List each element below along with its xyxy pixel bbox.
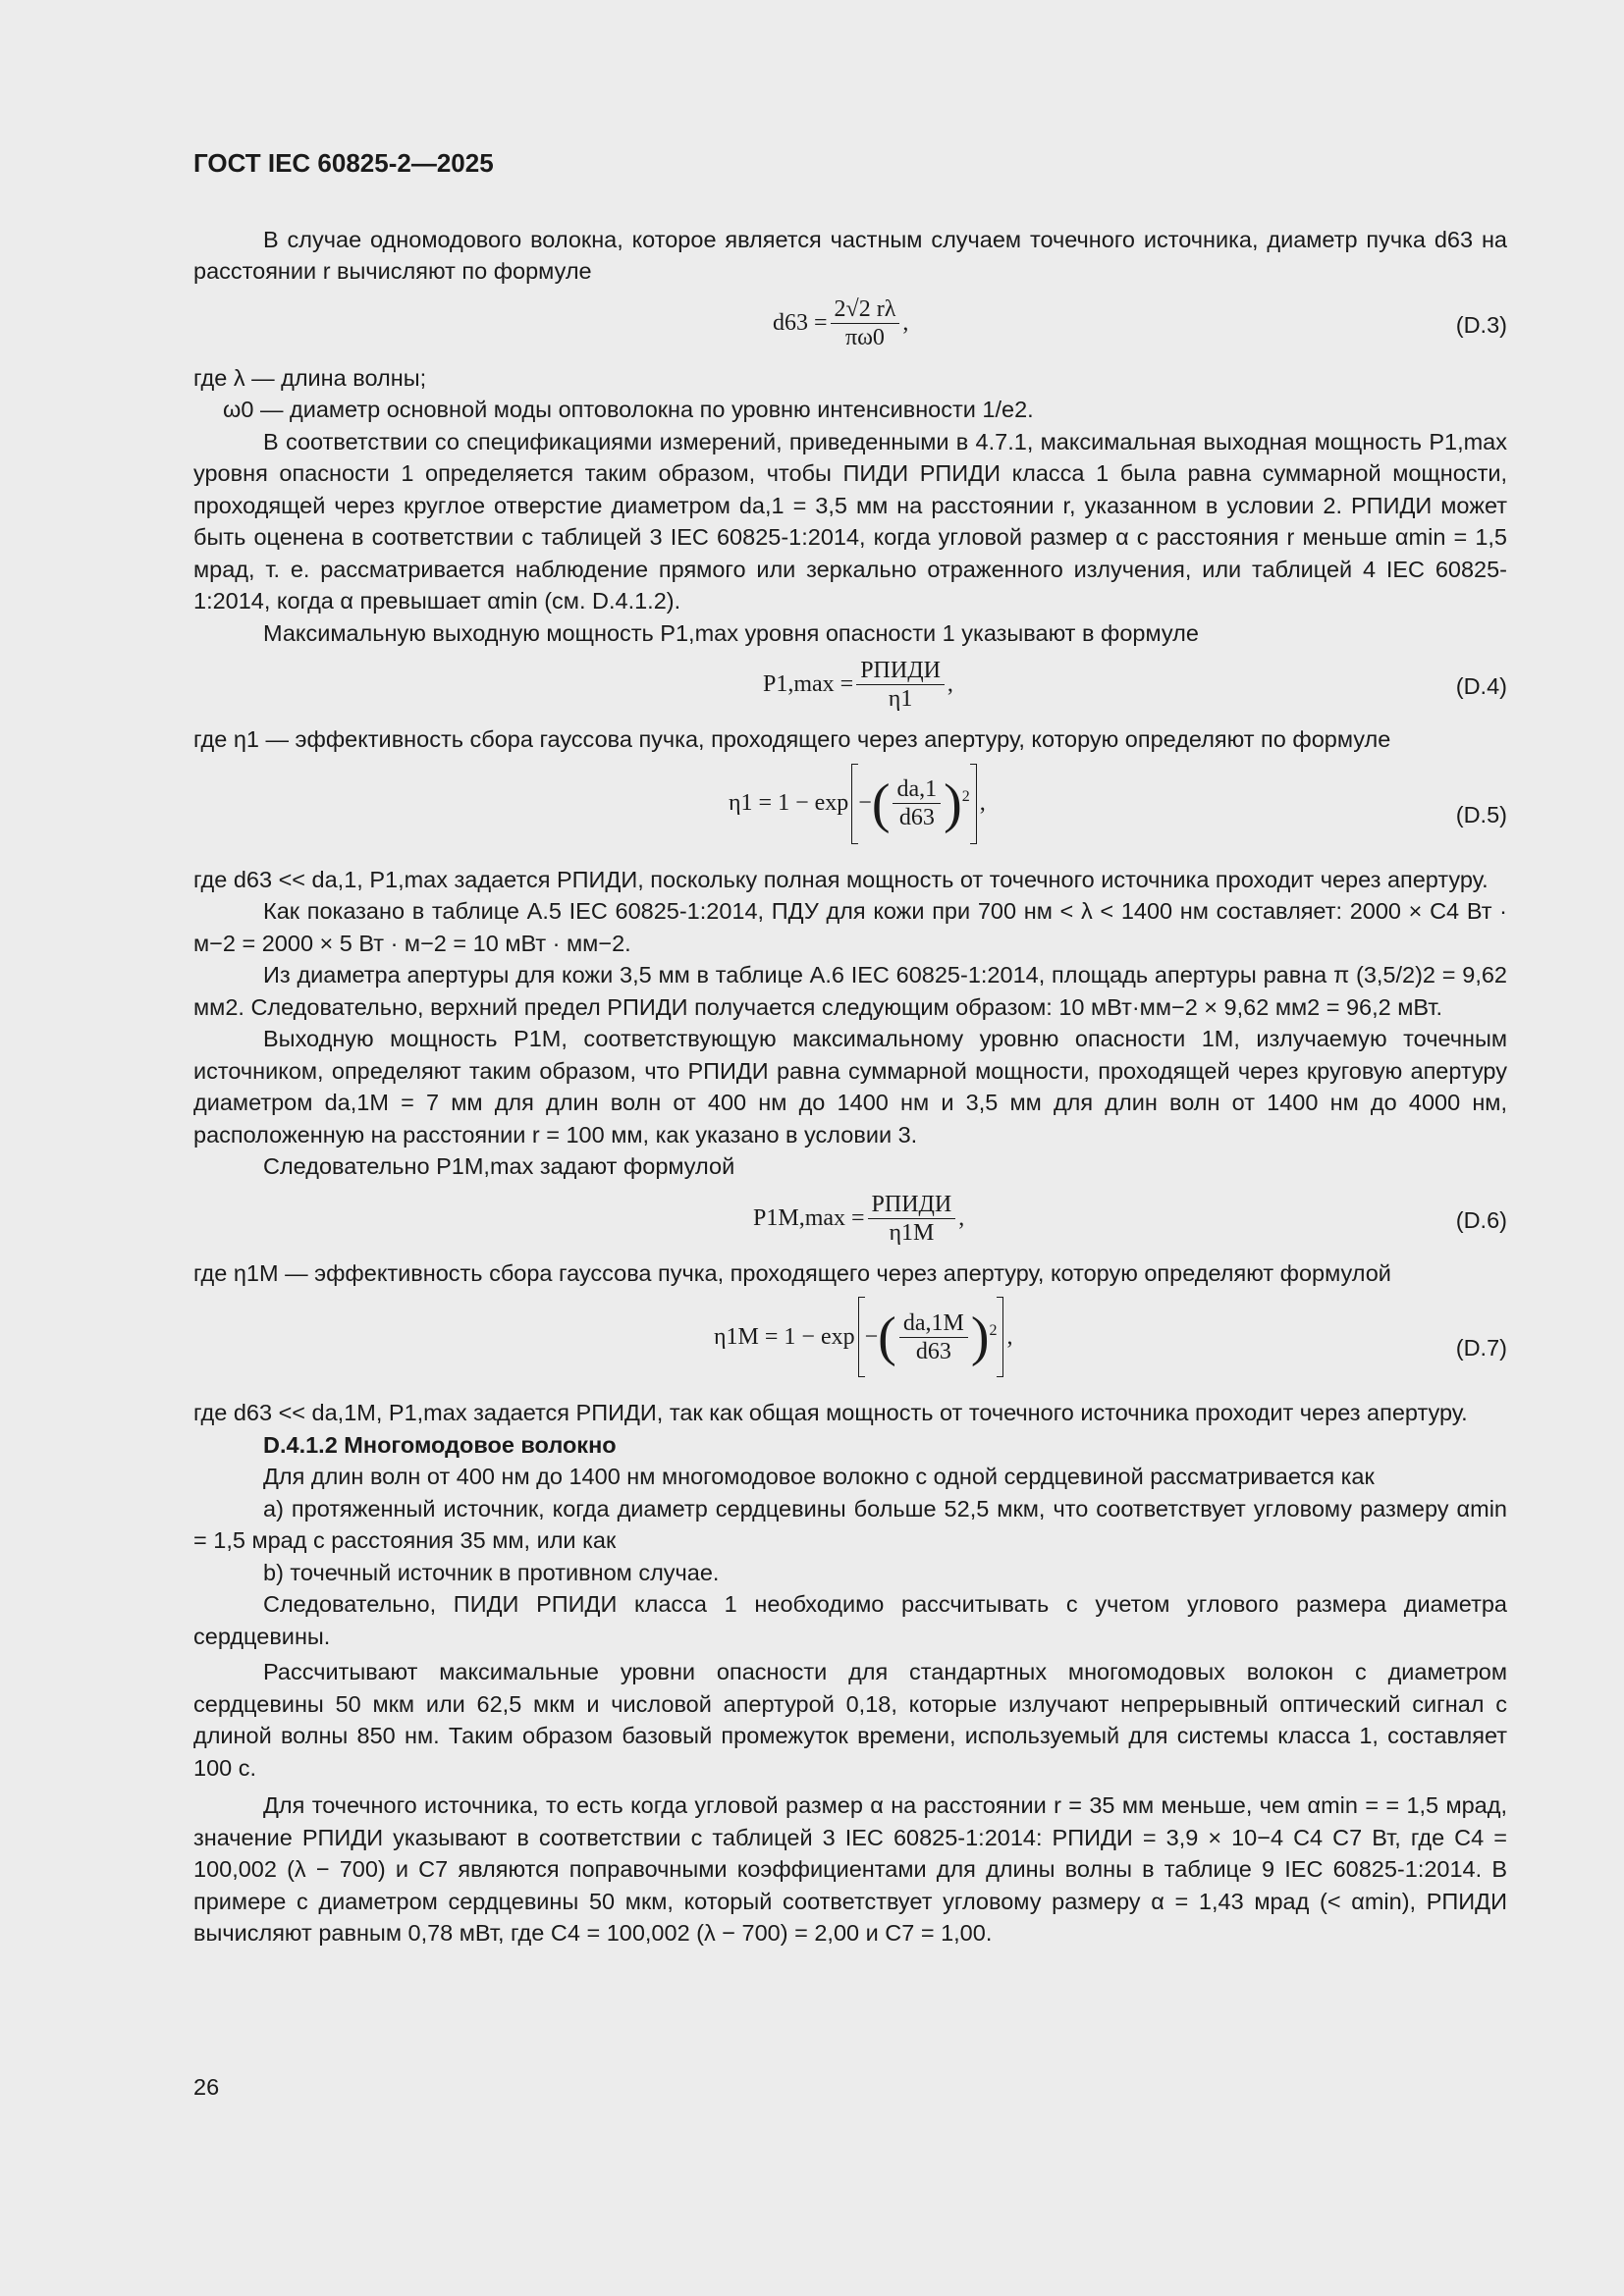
eq6-denominator: η1M <box>889 1219 935 1246</box>
equation-d5 <box>193 764 1507 852</box>
paragraph-d63-less-1m: где d63 << da,1M, P1,max задается PПИДИ, так как общая мощность от точечного источника проходит через апертуру. <box>193 1400 1468 1425</box>
where-lambda: где λ — длина волны; <box>193 364 427 391</box>
eq3-numerator: 2√2 rλ <box>831 295 900 324</box>
paragraph-spec: В соответствии со спецификациями измерений, приведенными в 4.7.1, максимальная выходная мощность P1,max уровня опасности 1 определяется таким образом, чтобы ПИДИ PПИДИ класса 1 была равна суммарной мощности, проходящей через круглое отверстие диаметром da,1 = 3,5 мм на расстоянии r, указанном в условии 2. PПИДИ может быть оценена в соответствии с таблицей 3 IEC 60825-1:2014, когда угловой размер α с расстояния r меньше αmin = 1,5 мрад, т. е. рассматривается наблюдение прямого или зеркально отраженного излучения, или таблицей 4 IEC 60825-1:2014, когда α превышает αmin (см. D.4.1.2). <box>193 428 1507 614</box>
equation-d6 <box>193 1191 1507 1252</box>
eq3-lhs: d63 = <box>773 309 828 336</box>
paragraph-aperture: Из диаметра апертуры для кожи 3,5 мм в таблице А.6 IEC 60825-1:2014, площадь апертуры равна π (3,5/2)2 = 9,62 мм2. Следовательно, верхний предел PПИДИ получается следующим образом: 10 мВт·мм−2 × 9,62 мм2 = 96,2 мВт. <box>193 962 1507 1020</box>
paragraph-eta1m: где η1M — эффективность сбора гауссова пучка, проходящего через апертуру, которую определяют формулой <box>193 1259 1391 1286</box>
section-heading: D.4.1.2 Многомодовое волокно <box>263 1431 617 1458</box>
equation-d3 <box>193 295 1507 356</box>
where-omega: ω0 — диаметр основной моды оптоволокна по уровню интенсивности 1/e2. <box>223 397 1034 422</box>
list-item-b: b) точечный источник в противном случае. <box>263 1559 720 1585</box>
paragraph-d63-intro: В случае одномодового волокна, которое является частным случаем точечного источника, диаметр пучка d63 на расстоянии r вычисляют по формуле <box>193 226 1507 284</box>
paragraph-p1m: Выходную мощность P1M, соответствующую максимальному уровню опасности 1M, излучаемую точечным источником, определяют таким образом, что PПИДИ равна суммарной мощности, проходящей через круговую апертуру диаметром da,1M = 7 мм для длин волн от 400 нм до 1400 нм и 3,5 мм для длин волн от 1400 нм до 4000 нм, расположенную на расстоянии r = 100 мм, как указано в условии 3. <box>193 1026 1507 1148</box>
eq7-denominator: d63 <box>915 1338 951 1364</box>
paragraph-max-power: Максимальную выходную мощность P1,max уровня опасности 1 указывают в формуле <box>263 619 1199 646</box>
paragraph-multimode: Для длин волн от 400 нм до 1400 нм многомодовое волокно с одной сердцевиной рассматривается как <box>263 1464 1375 1489</box>
eq4-tail: , <box>947 671 953 698</box>
eq7-number: (D.7) <box>1455 1335 1507 1361</box>
paragraph-d63-less: где d63 << da,1, P1,max задается PПИДИ, поскольку полная мощность от точечного источника проходит через апертуру. <box>193 866 1489 892</box>
eq7-tail: , <box>1006 1323 1013 1350</box>
page-number: 26 <box>193 2074 220 2100</box>
eq5-number: (D.5) <box>1455 801 1507 828</box>
eq5-numerator: da,1 <box>893 775 941 804</box>
eq3-denominator: πω0 <box>844 324 885 350</box>
paragraph-skin-mpe: Как показано в таблице А.5 IEC 60825-1:2014, ПДУ для кожи при 700 нм < λ < 1400 нм составляет: 2000 × C4 Вт · м−2 = 2000 × 5 Вт · м−2 = 10 мВт · мм−2. <box>193 898 1507 956</box>
eq6-lhs: P1M,max = <box>753 1204 865 1231</box>
eq3-number: (D.3) <box>1455 311 1507 338</box>
eq4-number: (D.4) <box>1455 673 1507 699</box>
eq5-lhs: η1 = 1 − exp <box>729 790 849 817</box>
paragraph-eta1: где η1 — эффективность сбора гауссова пучка, проходящего через апертуру, которую определяют по формуле <box>193 726 1391 752</box>
eq5-tail: , <box>979 790 986 817</box>
eq4-lhs: P1,max = <box>763 671 854 698</box>
document-page <box>193 147 1507 1949</box>
paragraph-class1: Следовательно, ПИДИ PПИДИ класса 1 необходимо рассчитывать с учетом углового размера диаметра сердцевины. <box>193 1591 1507 1649</box>
list-item-a: a) протяженный источник, когда диаметр сердцевины больше 52,5 мкм, что соответствует угловому размеру αmin = 1,5 мрад с расстояния 35 мм, или как <box>193 1495 1507 1553</box>
paragraph-p1m-formula: Следовательно P1M,max задают формулой <box>263 1153 735 1179</box>
eq3-tail: , <box>902 309 909 336</box>
equation-d4 <box>193 657 1507 718</box>
eq7-lhs: η1M = 1 − exp <box>714 1323 855 1350</box>
eq6-tail: , <box>958 1204 965 1231</box>
eq4-numerator: PПИДИ <box>856 657 945 685</box>
eq7-bracket: − ( $\frac{da,1M}{d63}$ ) 2 <box>858 1297 1004 1377</box>
eq5-denominator: d63 <box>898 805 935 830</box>
equation-d7 <box>193 1297 1507 1385</box>
document-header: ГОСТ IEC 60825-2—2025 <box>193 148 494 178</box>
eq6-number: (D.6) <box>1455 1206 1507 1233</box>
eq4-denominator: η1 <box>888 686 913 712</box>
eq7-numerator: da,1M <box>899 1309 968 1338</box>
paragraph-max-levels: Рассчитывают максимальные уровни опасности для стандартных многомодовых волокон с диаметром сердцевины 50 мкм или 62,5 мкм и числовой апертурой 0,18, которые излучают непрерывный оптический сигнал с длиной волны 850 нм. Таким образом базовый промежуток времени, используемый для системы класса 1, составляет 100 с. <box>193 1659 1507 1781</box>
paragraph-point-source: Для точечного источника, то есть когда угловой размер α на расстоянии r = 35 мм меньше, чем αmin = = 1,5 мрад, значение PПИДИ указывают в соответствии с таблицей 3 IEC 60825-1:2014: PПИДИ = 3,9 × 10−4 C4 C7 Вт, где C4 = 100,002 (λ − 700) и C7 являются поправочными коэффициентами для длины волны в таблице 9 IEC 60825-1:2014. В примере с диаметром сердцевины 50 мкм, который соответствует угловому размеру α = 1,43 мрад (< αmin), PПИДИ вычисляют равным 0,78 мВт, где C4 = 100,002 (λ − 700) = 2,00 и C7 = 1,00. <box>193 1792 1507 1946</box>
eq5-bracket: − ( $\frac{da,1}{d63}$ ) 2 <box>851 764 977 844</box>
eq6-numerator: PПИДИ <box>868 1191 956 1219</box>
